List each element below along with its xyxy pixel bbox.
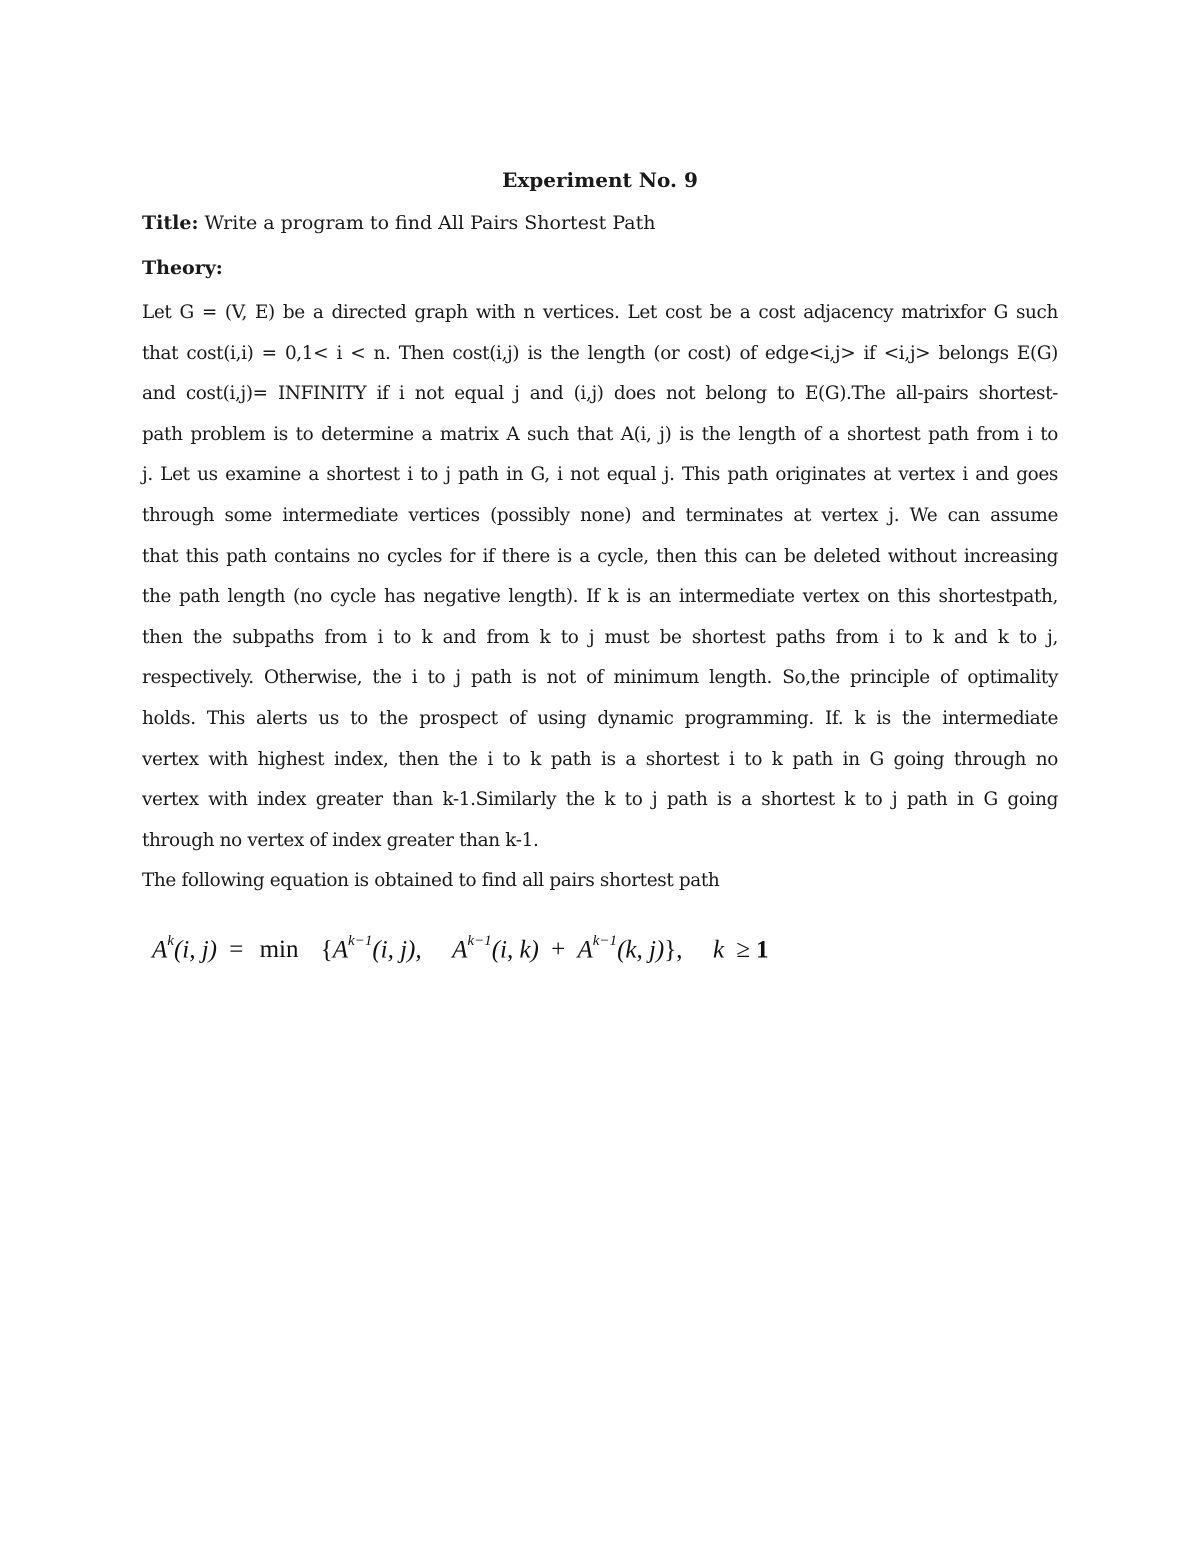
eq-lhs-base: A [152, 936, 168, 964]
theory-line: j. Let us examine a shortest i to j path in G, i not equal j. This path originates at vertex i and goes [142, 464, 1058, 486]
eq-condition-val: 1 [756, 936, 769, 964]
eq-lhs-sup: k [167, 933, 174, 949]
eq-term1-sup: k−1 [348, 933, 373, 949]
theory-label: Theory: [142, 257, 223, 279]
theory-line: vertex with highest index, then the i to k path is a shortest i to k path in G going through no [142, 748, 1058, 770]
eq-term2-base: A [452, 936, 468, 964]
eq-equals: = [229, 936, 244, 964]
title-line [142, 208, 656, 238]
theory-line: and cost(i,j)= INFINITY if i not equal j and (i,j) does not belong to E(G).The all-pairs shortest- [142, 383, 1058, 405]
theory-line: then the subpaths from i to k and from k to j must be shortest paths from i to k and k to j, [142, 626, 1058, 648]
eq-condition-op: ≥ [736, 936, 751, 964]
eq-term2-args: (i, k) [491, 936, 539, 964]
theory-line: holds. This alerts us to the prospect of using dynamic programming. If. k is the intermediate [142, 707, 1058, 729]
eq-min: min [259, 936, 299, 964]
theory-line: the path length (no cycle has negative length). If k is an intermediate vertex on this shortestpath, [142, 586, 1058, 608]
eq-term3-args: (k, j) [617, 936, 665, 964]
recurrence-equation [152, 922, 769, 972]
theory-line: through no vertex of index greater than k-1. [142, 829, 539, 851]
eq-lhs-args: (i, j) [173, 936, 217, 964]
eq-term3-sup: k−1 [592, 933, 618, 949]
title-text: Write a program to find All Pairs Shortest Path [204, 212, 656, 234]
eq-term2-sup: k−1 [467, 933, 492, 949]
eq-term3-base: A [577, 936, 593, 964]
eq-close-brace: }, [664, 936, 683, 964]
eq-open-brace: { [320, 936, 333, 964]
eq-term1-base: A [332, 936, 349, 964]
following-text: The following equation is obtained to find all pairs shortest path [142, 870, 720, 891]
theory-paragraph [142, 298, 1058, 866]
theory-line: that cost(i,i) = 0,1< i < n. Then cost(i,j) is the length (or cost) of edge<i,j> if <i,j> belongs E(G) [142, 342, 1058, 364]
theory-line: Let G = (V, E) be a directed graph with n vertices. Let cost be a cost adjacency matrixfor G such [142, 302, 1058, 323]
page-heading: Experiment No. 9 [502, 168, 698, 192]
theory-line: that this path contains no cycles for if there is a cycle, then this can be deleted without increasing [142, 545, 1058, 567]
eq-term1-args: (i, j), [372, 936, 422, 964]
theory-line: path problem is to determine a matrix A such that A(i, j) is the length of a shortest path from i to [142, 423, 1058, 445]
eq-condition-var: k [713, 936, 725, 964]
theory-line: through some intermediate vertices (possibly none) and terminates at vertex j. We can assume [142, 504, 1058, 526]
eq-plus: + [551, 936, 566, 964]
theory-line: respectively. Otherwise, the i to j path is not of minimum length. So,the principle of optimality [142, 667, 1058, 689]
theory-line: vertex with index greater than k-1.Similarly the k to j path is a shortest k to j path in G going [142, 789, 1058, 811]
title-label: Title: [142, 212, 199, 234]
